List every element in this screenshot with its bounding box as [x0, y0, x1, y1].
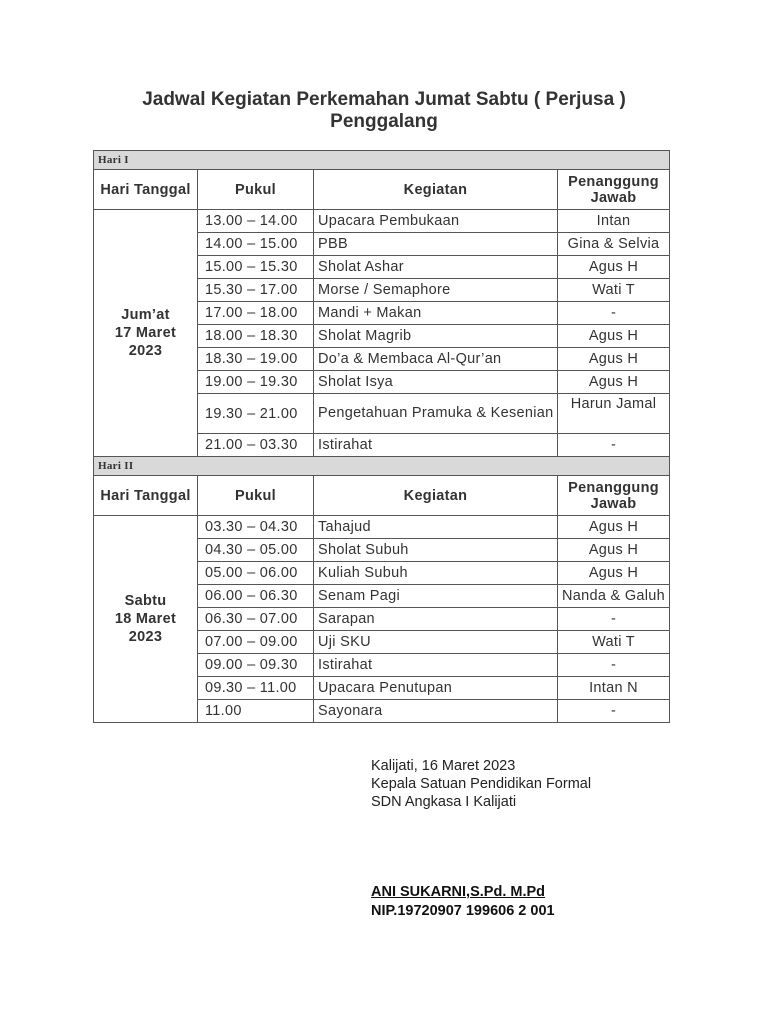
pj-cell: Agus H	[558, 539, 670, 562]
pj-cell: Agus H	[558, 516, 670, 539]
activity-cell: Upacara Penutupan	[314, 677, 558, 700]
pj-cell: Agus H	[558, 562, 670, 585]
pj-cell: Agus H	[558, 371, 670, 394]
header-kegiatan: Kegiatan	[314, 476, 558, 516]
time-cell: 18.30 – 19.00	[198, 348, 314, 371]
pj-cell: Wati T	[558, 631, 670, 654]
pj-cell: Agus H	[558, 256, 670, 279]
activity-cell: Kuliah Subuh	[314, 562, 558, 585]
activity-cell: Sholat Magrib	[314, 325, 558, 348]
activity-cell: Senam Pagi	[314, 585, 558, 608]
pj-cell: Gina & Selvia	[558, 233, 670, 256]
header-penanggung-jawab: Penanggung Jawab	[558, 170, 670, 210]
activity-cell: Istirahat	[314, 654, 558, 677]
time-cell: 21.00 – 03.30	[198, 434, 314, 457]
time-cell: 09.30 – 11.00	[198, 677, 314, 700]
document-title-line1: Jadwal Kegiatan Perkemahan Jumat Sabtu ( Perjusa )	[142, 89, 626, 110]
time-cell: 15.30 – 17.00	[198, 279, 314, 302]
schedule-table	[93, 150, 670, 723]
time-cell: 14.00 – 15.00	[198, 233, 314, 256]
signatory-nip: NIP.19720907 199606 2 001	[371, 903, 555, 919]
pj-cell: Nanda & Galuh	[558, 585, 670, 608]
activity-cell: Morse / Semaphore	[314, 279, 558, 302]
pj-cell: -	[558, 700, 670, 723]
time-cell: 06.00 – 06.30	[198, 585, 314, 608]
header-hari-tanggal: Hari Tanggal	[94, 170, 198, 210]
pj-cell: Intan N	[558, 677, 670, 700]
section-hari-1: Hari I	[94, 151, 670, 170]
activity-cell: Do’a & Membaca Al-Qur’an	[314, 348, 558, 371]
time-cell: 05.00 – 06.00	[198, 562, 314, 585]
time-cell: 11.00	[198, 700, 314, 723]
time-cell: 04.30 – 05.00	[198, 539, 314, 562]
signature-school: SDN Angkasa I Kalijati	[371, 794, 517, 810]
day2-date-cell	[94, 516, 198, 723]
pj-cell: Harun Jamal	[558, 394, 670, 434]
activity-cell: Sayonara	[314, 700, 558, 723]
activity-cell: Upacara Pembukaan	[314, 210, 558, 233]
activity-cell: Uji SKU	[314, 631, 558, 654]
signature-position: Kepala Satuan Pendidikan Formal	[371, 776, 592, 792]
time-cell: 13.00 – 14.00	[198, 210, 314, 233]
activity-cell: Sholat Isya	[314, 371, 558, 394]
header-pukul: Pukul	[198, 476, 314, 516]
pj-cell: Wati T	[558, 279, 670, 302]
pj-cell: -	[558, 654, 670, 677]
pj-cell: -	[558, 434, 670, 457]
activity-cell: Mandi + Makan	[314, 302, 558, 325]
header-pukul: Pukul	[198, 170, 314, 210]
activity-cell: Pengetahuan Pramuka & Kesenian	[314, 394, 558, 434]
activity-cell: Tahajud	[314, 516, 558, 539]
activity-cell: Istirahat	[314, 434, 558, 457]
activity-cell: Sholat Subuh	[314, 539, 558, 562]
time-cell: 19.30 – 21.00	[198, 394, 314, 434]
pj-cell: Agus H	[558, 348, 670, 371]
section-hari-2: Hari II	[94, 457, 670, 476]
day2-weekday: Sabtu	[124, 593, 167, 609]
day1-date-cell	[94, 210, 198, 457]
pj-cell: Agus H	[558, 325, 670, 348]
day1-date: 17 Maret	[114, 325, 177, 341]
time-cell: 19.00 – 19.30	[198, 371, 314, 394]
header-hari-tanggal: Hari Tanggal	[94, 476, 198, 516]
time-cell: 07.00 – 09.00	[198, 631, 314, 654]
signature-place-date: Kalijati, 16 Maret 2023	[371, 758, 516, 774]
time-cell: 09.00 – 09.30	[198, 654, 314, 677]
time-cell: 15.00 – 15.30	[198, 256, 314, 279]
activity-cell: PBB	[314, 233, 558, 256]
time-cell: 03.30 – 04.30	[198, 516, 314, 539]
header-penanggung-jawab: Penanggung Jawab	[558, 476, 670, 516]
pj-cell: -	[558, 608, 670, 631]
signatory-name: ANI SUKARNI,S.Pd. M.Pd	[371, 884, 546, 900]
document-title-line2: Penggalang	[330, 111, 438, 132]
day1-year: 2023	[128, 343, 163, 359]
time-cell: 06.30 – 07.00	[198, 608, 314, 631]
header-kegiatan: Kegiatan	[314, 170, 558, 210]
day1-weekday: Jum’at	[121, 307, 170, 323]
time-cell: 17.00 – 18.00	[198, 302, 314, 325]
activity-cell: Sarapan	[314, 608, 558, 631]
day2-year: 2023	[128, 629, 163, 645]
pj-cell: -	[558, 302, 670, 325]
time-cell: 18.00 – 18.30	[198, 325, 314, 348]
activity-cell: Sholat Ashar	[314, 256, 558, 279]
day2-date: 18 Maret	[114, 611, 177, 627]
pj-cell: Intan	[558, 210, 670, 233]
